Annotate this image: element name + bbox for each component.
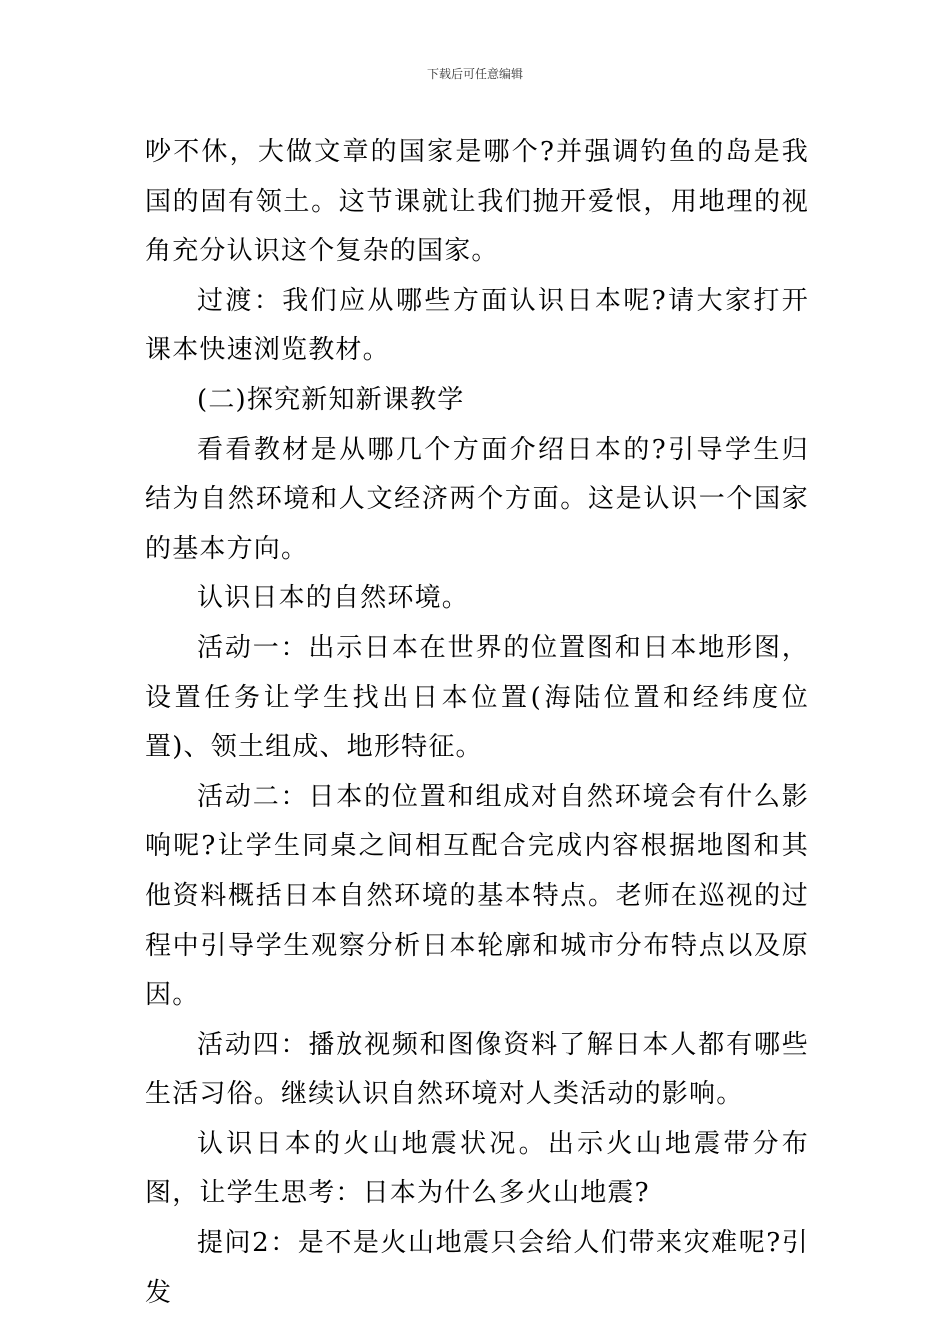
paragraph-activity-one: 活动一：出示日本在世界的位置图和日本地形图，设置任务让学生找出日本位置(海陆位置和经纬度位置)、领土组成、地形特征。 xyxy=(145,632,809,763)
paragraph-volcano-earthquake: 认识日本的火山地震状况。出示火山地震带分布图，让学生思考：日本为什么多火山地震? xyxy=(145,1128,809,1209)
paragraph-activity-two: 活动二：日本的位置和组成对自然环境会有什么影响呢?让学生同桌之间相互配合完成内容根据地图和其他资料概括日本自然环境的基本特点。老师在巡视的过程中引导学生观察分析日本轮廓和城市分布特点以及原因。 xyxy=(145,781,809,1011)
paragraph-continuation: 吵不休，大做文章的国家是哪个?并强调钓鱼的岛是我国的固有领土。这节课就让我们抛开爱恨，用地理的视角充分认识这个复杂的国家。 xyxy=(145,137,809,267)
paragraph-natural-environment: 认识日本的自然环境。 xyxy=(197,583,470,614)
paragraph-textbook-overview: 看看教材是从哪几个方面介绍日本的?引导学生归结为自然环境和人文经济两个方面。这是认识一个国家的基本方向。 xyxy=(145,434,809,564)
paragraph-activity-four: 活动四：播放视频和图像资料了解日本人都有哪些生活习俗。继续认识自然环境对人类活动的影响。 xyxy=(145,1029,809,1110)
document-body xyxy=(145,128,809,1318)
paragraph-question-two: 提问2：是不是火山地震只会给人们带来灾难呢?引发 xyxy=(145,1228,809,1308)
paragraph-transition: 过渡：我们应从哪些方面认识日本呢?请大家打开课本快速浏览教材。 xyxy=(145,285,809,366)
section-heading: (二)探究新知新课教学 xyxy=(197,384,465,415)
page-header-note: 下载后可任意编辑 xyxy=(426,67,523,81)
